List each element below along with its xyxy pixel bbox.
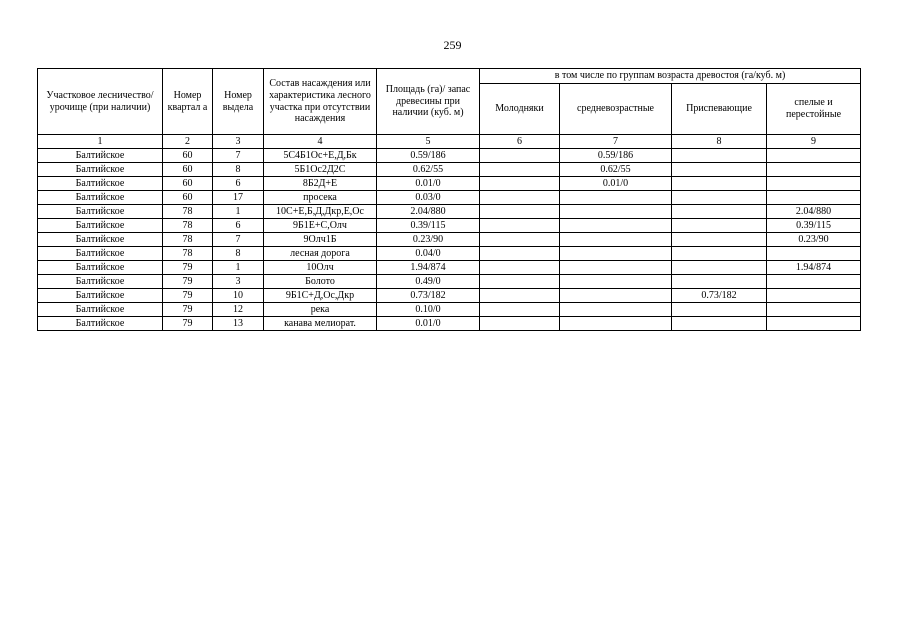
cell-forestry: Балтийское xyxy=(38,275,163,289)
cell-quarter: 60 xyxy=(163,177,213,191)
cell-mature: 0.23/90 xyxy=(767,233,861,247)
cell-subplot: 8 xyxy=(213,163,264,177)
cell-middle-aged xyxy=(560,317,672,331)
cell-premature xyxy=(672,149,767,163)
cell-subplot: 10 xyxy=(213,289,264,303)
cell-young xyxy=(480,275,560,289)
header-quarter: Номер квартал а xyxy=(163,69,213,135)
table-row xyxy=(38,149,861,163)
cell-mature xyxy=(767,317,861,331)
cell-area: 0.49/0 xyxy=(377,275,480,289)
cell-composition: Болото xyxy=(264,275,377,289)
page-number: 259 xyxy=(443,38,462,52)
cell-forestry: Балтийское xyxy=(38,219,163,233)
header-mature: спелые и перестойные xyxy=(767,84,861,135)
cell-middle-aged xyxy=(560,233,672,247)
cell-mature: 2.04/880 xyxy=(767,205,861,219)
cell-forestry: Балтийское xyxy=(38,205,163,219)
cell-quarter: 78 xyxy=(163,219,213,233)
cell-quarter: 78 xyxy=(163,205,213,219)
cell-young xyxy=(480,233,560,247)
cell-quarter: 79 xyxy=(163,261,213,275)
cell-mature xyxy=(767,275,861,289)
cell-mature xyxy=(767,247,861,261)
table-row xyxy=(38,177,861,191)
header-area: Площадь (га)/ запас древесины при наличии (куб. м) xyxy=(377,69,480,135)
table-row xyxy=(38,247,861,261)
cell-middle-aged xyxy=(560,289,672,303)
cell-middle-aged xyxy=(560,303,672,317)
cell-mature: 1.94/874 xyxy=(767,261,861,275)
cell-composition: 9Олч1Б xyxy=(264,233,377,247)
cell-premature xyxy=(672,233,767,247)
cell-forestry: Балтийское xyxy=(38,233,163,247)
table-row xyxy=(38,233,861,247)
cell-mature: 0.39/115 xyxy=(767,219,861,233)
cell-forestry: Балтийское xyxy=(38,317,163,331)
cell-mature xyxy=(767,289,861,303)
cell-premature xyxy=(672,191,767,205)
cell-middle-aged: 0.59/186 xyxy=(560,149,672,163)
cell-subplot: 8 xyxy=(213,247,264,261)
cell-quarter: 79 xyxy=(163,303,213,317)
cell-premature xyxy=(672,247,767,261)
cell-premature xyxy=(672,317,767,331)
cell-middle-aged xyxy=(560,247,672,261)
cell-premature: 0.73/182 xyxy=(672,289,767,303)
cell-composition: 10С+Е,Б,Д,Дкр,Е,Ос xyxy=(264,205,377,219)
cell-forestry: Балтийское xyxy=(38,191,163,205)
table-body xyxy=(38,149,861,331)
cell-quarter: 79 xyxy=(163,317,213,331)
cell-young xyxy=(480,289,560,303)
cell-mature xyxy=(767,303,861,317)
cell-middle-aged xyxy=(560,219,672,233)
cell-young xyxy=(480,219,560,233)
cell-area: 0.03/0 xyxy=(377,191,480,205)
table-row xyxy=(38,163,861,177)
cell-quarter: 60 xyxy=(163,149,213,163)
cell-young xyxy=(480,191,560,205)
cell-middle-aged xyxy=(560,261,672,275)
cell-subplot: 6 xyxy=(213,219,264,233)
cell-middle-aged xyxy=(560,205,672,219)
cell-premature xyxy=(672,303,767,317)
header-subplot: Номер выдела xyxy=(213,69,264,135)
cell-composition: 9Б1С+Д,Ос,Дкр xyxy=(264,289,377,303)
cell-subplot: 7 xyxy=(213,149,264,163)
cell-subplot: 3 xyxy=(213,275,264,289)
column-number: 8 xyxy=(672,135,767,149)
cell-quarter: 78 xyxy=(163,233,213,247)
column-number: 3 xyxy=(213,135,264,149)
table-row xyxy=(38,317,861,331)
cell-young xyxy=(480,317,560,331)
cell-area: 0.01/0 xyxy=(377,177,480,191)
cell-composition: просека xyxy=(264,191,377,205)
cell-quarter: 79 xyxy=(163,275,213,289)
cell-subplot: 6 xyxy=(213,177,264,191)
cell-area: 0.62/55 xyxy=(377,163,480,177)
cell-composition: 5С4Б1Ос+Е,Д,Бк xyxy=(264,149,377,163)
cell-forestry: Балтийское xyxy=(38,163,163,177)
header-young: Молодняки xyxy=(480,84,560,135)
cell-mature xyxy=(767,191,861,205)
table-row xyxy=(38,275,861,289)
cell-young xyxy=(480,205,560,219)
cell-composition: лесная дорога xyxy=(264,247,377,261)
column-number: 1 xyxy=(38,135,163,149)
column-number: 4 xyxy=(264,135,377,149)
cell-young xyxy=(480,261,560,275)
header-row-1 xyxy=(38,69,861,84)
cell-forestry: Балтийское xyxy=(38,247,163,261)
cell-forestry: Балтийское xyxy=(38,177,163,191)
cell-subplot: 13 xyxy=(213,317,264,331)
column-number: 7 xyxy=(560,135,672,149)
cell-subplot: 1 xyxy=(213,205,264,219)
cell-premature xyxy=(672,219,767,233)
cell-premature xyxy=(672,163,767,177)
table-row xyxy=(38,219,861,233)
cell-composition: 10Олч xyxy=(264,261,377,275)
table-row xyxy=(38,261,861,275)
table-row xyxy=(38,205,861,219)
cell-middle-aged: 0.01/0 xyxy=(560,177,672,191)
cell-area: 0.10/0 xyxy=(377,303,480,317)
column-number: 2 xyxy=(163,135,213,149)
cell-young xyxy=(480,177,560,191)
cell-area: 0.73/182 xyxy=(377,289,480,303)
cell-composition: 8Б2Д+Е xyxy=(264,177,377,191)
forest-inventory-table xyxy=(37,68,861,331)
cell-composition: 9Б1Е+С,Олч xyxy=(264,219,377,233)
cell-area: 0.04/0 xyxy=(377,247,480,261)
column-number: 9 xyxy=(767,135,861,149)
cell-young xyxy=(480,303,560,317)
cell-mature xyxy=(767,163,861,177)
cell-middle-aged xyxy=(560,275,672,289)
header-composition: Состав насаждения или характеристика лесного участка при отсутствии насаждения xyxy=(264,69,377,135)
header-forestry: Участковое лесничество/урочище (при наличии) xyxy=(38,69,163,135)
header-age-groups: в том числе по группам возраста древостоя (га/куб. м) xyxy=(480,69,861,84)
cell-subplot: 12 xyxy=(213,303,264,317)
cell-premature xyxy=(672,177,767,191)
table-row xyxy=(38,289,861,303)
column-number: 6 xyxy=(480,135,560,149)
cell-area: 0.23/90 xyxy=(377,233,480,247)
cell-mature xyxy=(767,177,861,191)
cell-forestry: Балтийское xyxy=(38,149,163,163)
column-numbers-row xyxy=(38,135,861,149)
cell-forestry: Балтийское xyxy=(38,303,163,317)
cell-subplot: 7 xyxy=(213,233,264,247)
cell-young xyxy=(480,163,560,177)
cell-area: 2.04/880 xyxy=(377,205,480,219)
table-row xyxy=(38,191,861,205)
cell-quarter: 78 xyxy=(163,247,213,261)
cell-forestry: Балтийское xyxy=(38,289,163,303)
cell-mature xyxy=(767,149,861,163)
cell-quarter: 60 xyxy=(163,191,213,205)
cell-premature xyxy=(672,275,767,289)
cell-composition: канава мелиорат. xyxy=(264,317,377,331)
cell-composition: 5Б1Ос2Д2С xyxy=(264,163,377,177)
header-middle-aged: средневозрастные xyxy=(560,84,672,135)
cell-area: 1.94/874 xyxy=(377,261,480,275)
cell-middle-aged xyxy=(560,191,672,205)
cell-area: 0.01/0 xyxy=(377,317,480,331)
cell-area: 0.39/115 xyxy=(377,219,480,233)
cell-area: 0.59/186 xyxy=(377,149,480,163)
cell-composition: река xyxy=(264,303,377,317)
cell-forestry: Балтийское xyxy=(38,261,163,275)
table-row xyxy=(38,303,861,317)
cell-middle-aged: 0.62/55 xyxy=(560,163,672,177)
cell-premature xyxy=(672,205,767,219)
cell-quarter: 60 xyxy=(163,163,213,177)
column-number: 5 xyxy=(377,135,480,149)
cell-subplot: 1 xyxy=(213,261,264,275)
cell-quarter: 79 xyxy=(163,289,213,303)
header-premature: Приспевающие xyxy=(672,84,767,135)
cell-young xyxy=(480,149,560,163)
cell-young xyxy=(480,247,560,261)
cell-premature xyxy=(672,261,767,275)
cell-subplot: 17 xyxy=(213,191,264,205)
